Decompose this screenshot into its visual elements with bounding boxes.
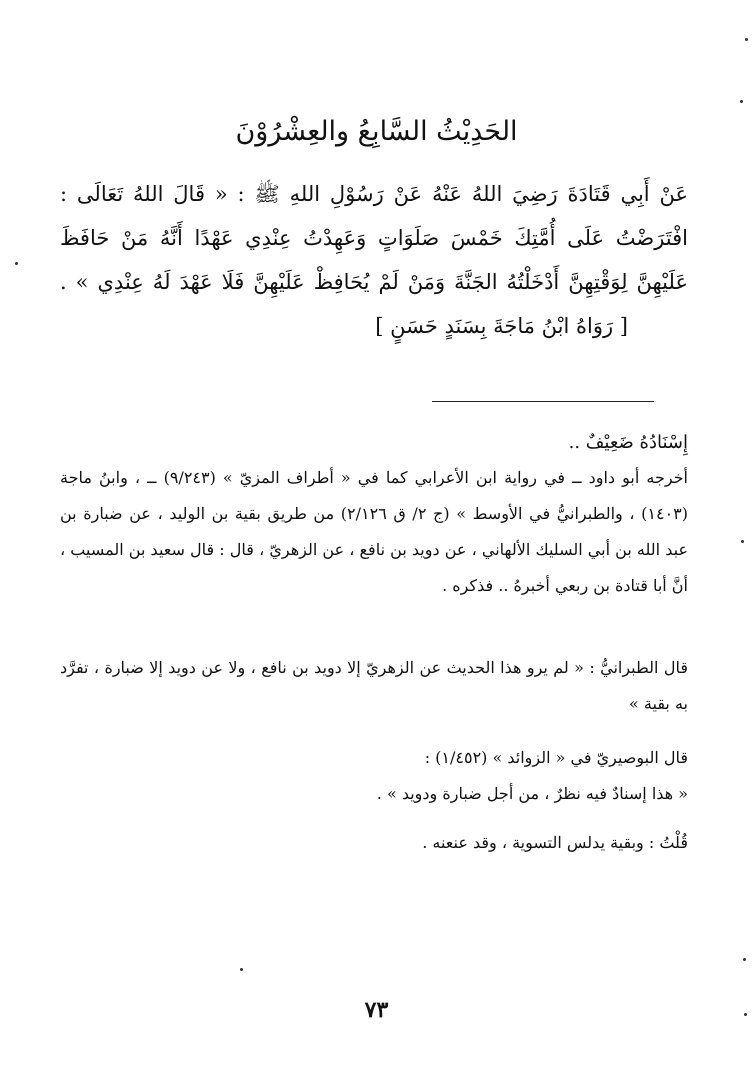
scan-speck xyxy=(744,1013,747,1016)
author-note: قُلْتُ : وبقية يدلس التسوية ، وقد عنعنه . xyxy=(422,833,688,852)
isnad-heading: إِسْنَادُهُ ضَعِيْفٌ .. xyxy=(568,432,688,453)
tabarani-paragraph: قال الطبرانيُّ : « لم يرو هذا الحديث عن الزهريّ إلا دويد بن نافع ، ولا عن دويد إلا ضبارة ، تفرَّد به بقية » xyxy=(60,658,688,713)
busiri-intro: قال البوصيريّ في « الزوائد » (١/٤٥٢) : xyxy=(424,748,688,767)
scan-speck xyxy=(743,958,746,961)
page-number: ٧٣ xyxy=(364,997,389,1023)
hadith-text: عَنْ أَبِي قَتَادَةَ رَضِيَ اللهُ عَنْهُ عَنْ رَسُوْلِ اللهِ ﷺ : « قَالَ اللهُ تَعَالَى : افْتَرَضْتُ عَلَى أُمَّتِكَ خَمْسَ صَلَوَاتٍ وَعَهِدْتُ عِنْدِي عَهْدًا أَنَّهُ مَنْ حَافَظَ عَلَيْهِنَّ لِوَقْتِهِنَّ أَدْخَلْتُهُ الجَنَّةَ وَمَنْ لَمْ يُحَافِظْ عَلَيْهِنَّ فَلَا عَهْدَ لَهُ عِنْدِي » . xyxy=(60,182,688,294)
hadith-title: الحَدِيْثُ السَّابِعُ والعِشْرُوْنَ xyxy=(235,116,518,147)
scan-speck xyxy=(15,262,18,265)
hadith-reference: [ رَوَاهُ ابْنُ مَاجَةَ بِسَنَدٍ حَسَنٍ ] xyxy=(375,314,628,338)
scan-speck xyxy=(240,968,243,971)
footnote-divider xyxy=(432,401,654,402)
hadith-text-block xyxy=(60,172,688,348)
scan-speck xyxy=(740,100,743,103)
scan-speck xyxy=(745,38,748,41)
takhrij-paragraph: أخرجه أبو داود ــ في رواية ابن الأعرابي كما في « أطراف المزيّ » (٩/٢٤٣) ــ ، وابنُ ماجة (١٤٠٣) ، والطبرانيُّ في الأوسط » (ج ٢/ ق ٢/١٢٦) من طريق بقية بن الوليد ، عن ضبارة بن عبد الله بن أبي السليك الألهاني ، عن دويد بن نافع ، عن الزهريّ ، قال : قال سعيد بن المسيب ، أنَّ أبا قتادة بن ربعي أخبرهُ .. فذكره . xyxy=(60,468,689,595)
scan-speck xyxy=(741,540,744,543)
busiri-paragraph xyxy=(60,740,708,812)
busiri-quote: « هذا إسنادٌ فيه نظرٌ ، من أجل ضبارة ودويد » . xyxy=(376,784,688,803)
